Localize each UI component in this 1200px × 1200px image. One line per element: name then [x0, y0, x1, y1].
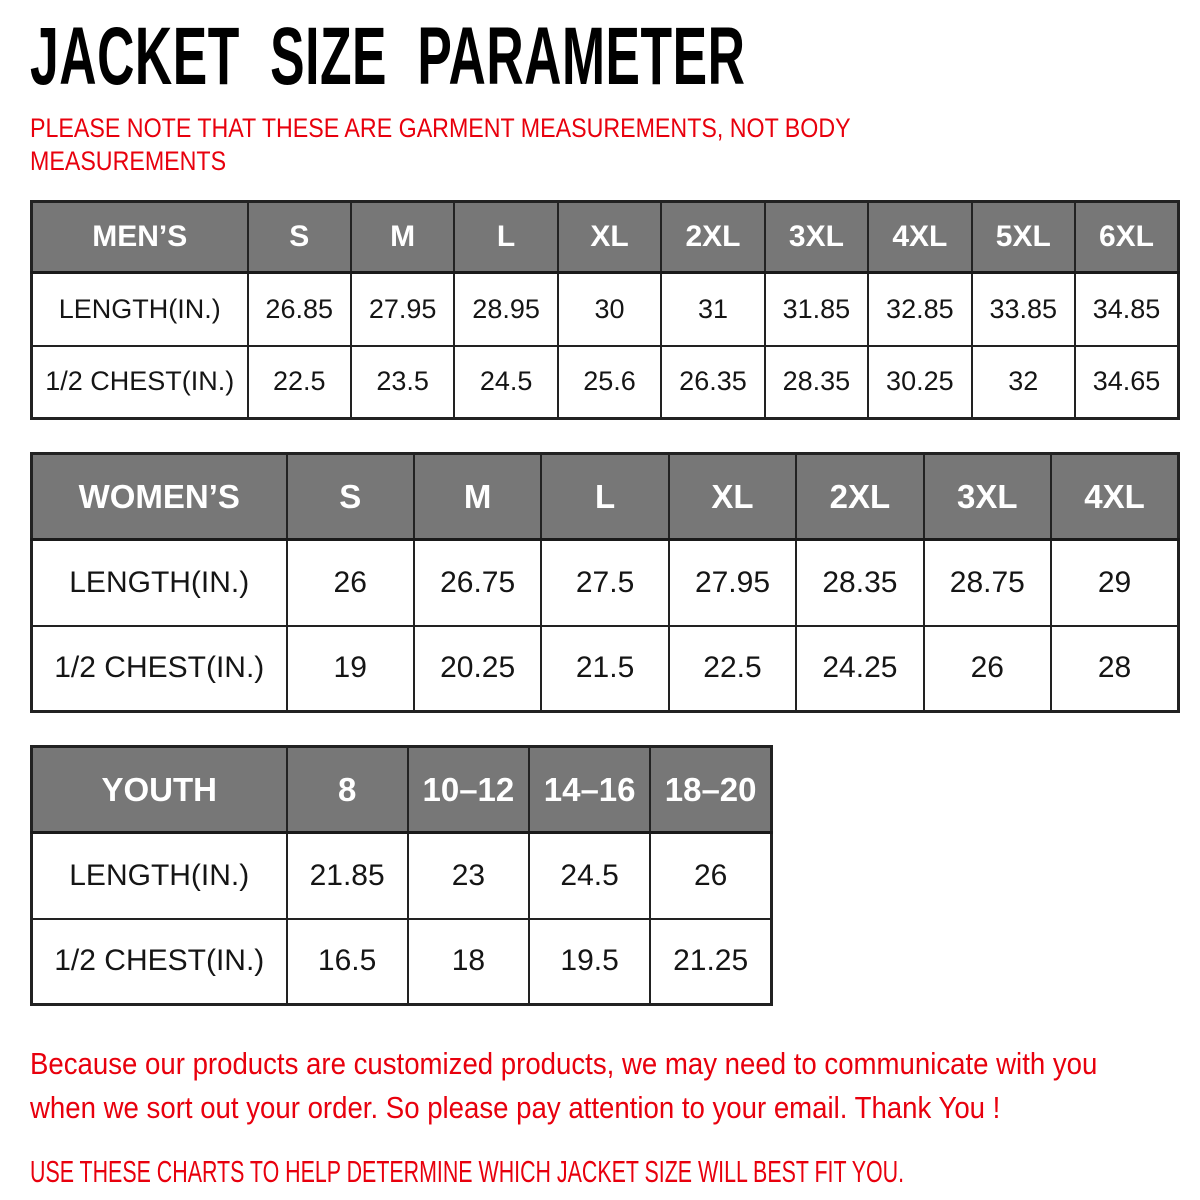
womens-size-table [30, 452, 1180, 713]
footer-line-2: when we sort out your order. So please pay attention to your email. Thank You ! [30, 1090, 1001, 1125]
measurement-cell: 32 [972, 346, 1075, 419]
measurement-cell: 29 [1051, 540, 1178, 626]
size-column-header: S [248, 202, 351, 273]
size-column-header: 3XL [765, 202, 868, 273]
measurement-cell: 24.5 [529, 833, 650, 919]
measurement-cell: 27.95 [351, 273, 454, 346]
measurement-cell: 31 [661, 273, 764, 346]
row-label-length: LENGTH(IN.) [32, 540, 287, 626]
measurement-cell: 27.5 [541, 540, 668, 626]
youth-length-row [32, 833, 772, 919]
size-column-header: M [414, 454, 541, 540]
measurement-cell: 26 [287, 540, 414, 626]
measurement-cell: 24.5 [454, 346, 557, 419]
measurement-cell: 24.25 [796, 626, 923, 712]
measurement-cell: 21.25 [650, 919, 771, 1005]
garment-measurement-note [30, 112, 1180, 178]
youth-chest-row [32, 919, 772, 1005]
measurement-cell: 30 [558, 273, 661, 346]
womens-chest-row [32, 626, 1179, 712]
measurement-cell: 33.85 [972, 273, 1075, 346]
mens-chest-row [32, 346, 1179, 419]
measurement-cell: 28.75 [924, 540, 1051, 626]
measurement-cell: 22.5 [669, 626, 796, 712]
size-column-header: S [287, 454, 414, 540]
womens-table-title: WOMEN’S [32, 454, 287, 540]
size-column-header: 2XL [661, 202, 764, 273]
measurement-cell: 25.6 [558, 346, 661, 419]
chart-usage-note [30, 1150, 1180, 1194]
size-column-header: XL [669, 454, 796, 540]
mens-header-row [32, 202, 1179, 273]
size-column-header: 8 [287, 747, 408, 833]
chart-usage-text: USE THESE CHARTS TO HELP DETERMINE WHICH JACKET SIZE WILL BEST FIT YOU. [30, 1154, 905, 1189]
note-line-2: MEASUREMENTS [30, 146, 227, 176]
size-column-header: 2XL [796, 454, 923, 540]
size-column-header: 5XL [972, 202, 1075, 273]
custom-order-note [30, 1042, 1180, 1130]
measurement-cell: 28.35 [796, 540, 923, 626]
mens-size-table [30, 200, 1180, 420]
row-label-length: LENGTH(IN.) [32, 833, 287, 919]
measurement-cell: 28.95 [454, 273, 557, 346]
footer-line-1: Because our products are customized products, we may need to communicate with you [30, 1046, 1098, 1081]
mens-length-row [32, 273, 1179, 346]
page-title-text: JACKET SIZE PARAMETER [30, 11, 746, 102]
womens-length-row [32, 540, 1179, 626]
measurement-cell: 19.5 [529, 919, 650, 1005]
measurement-cell: 23.5 [351, 346, 454, 419]
size-column-header: M [351, 202, 454, 273]
measurement-cell: 23 [408, 833, 529, 919]
measurement-cell: 32.85 [868, 273, 971, 346]
size-column-header: XL [558, 202, 661, 273]
measurement-cell: 26.75 [414, 540, 541, 626]
size-column-header: 4XL [868, 202, 971, 273]
row-label-length: LENGTH(IN.) [32, 273, 248, 346]
size-column-header: 3XL [924, 454, 1051, 540]
measurement-cell: 19 [287, 626, 414, 712]
page-title [30, 11, 1180, 102]
size-column-header: 10–12 [408, 747, 529, 833]
youth-table-title: YOUTH [32, 747, 287, 833]
row-label-chest: 1/2 CHEST(IN.) [32, 346, 248, 419]
measurement-cell: 31.85 [765, 273, 868, 346]
row-label-chest: 1/2 CHEST(IN.) [32, 626, 287, 712]
measurement-cell: 26.35 [661, 346, 764, 419]
size-column-header: 18–20 [650, 747, 771, 833]
measurement-cell: 27.95 [669, 540, 796, 626]
note-line-1: PLEASE NOTE THAT THESE ARE GARMENT MEASUREMENTS, NOT BODY [30, 113, 851, 143]
size-column-header: 6XL [1075, 202, 1179, 273]
womens-header-row [32, 454, 1179, 540]
youth-header-row [32, 747, 772, 833]
mens-table-title: MEN’S [32, 202, 248, 273]
measurement-cell: 26 [650, 833, 771, 919]
row-label-chest: 1/2 CHEST(IN.) [32, 919, 287, 1005]
measurement-cell: 22.5 [248, 346, 351, 419]
youth-size-table [30, 745, 773, 1006]
measurement-cell: 34.65 [1075, 346, 1179, 419]
measurement-cell: 16.5 [287, 919, 408, 1005]
measurement-cell: 21.85 [287, 833, 408, 919]
measurement-cell: 30.25 [868, 346, 971, 419]
size-column-header: 4XL [1051, 454, 1178, 540]
size-column-header: L [454, 202, 557, 273]
measurement-cell: 21.5 [541, 626, 668, 712]
measurement-cell: 34.85 [1075, 273, 1179, 346]
measurement-cell: 26.85 [248, 273, 351, 346]
measurement-cell: 18 [408, 919, 529, 1005]
measurement-cell: 20.25 [414, 626, 541, 712]
measurement-cell: 26 [924, 626, 1051, 712]
size-column-header: L [541, 454, 668, 540]
measurement-cell: 28 [1051, 626, 1178, 712]
size-column-header: 14–16 [529, 747, 650, 833]
measurement-cell: 28.35 [765, 346, 868, 419]
